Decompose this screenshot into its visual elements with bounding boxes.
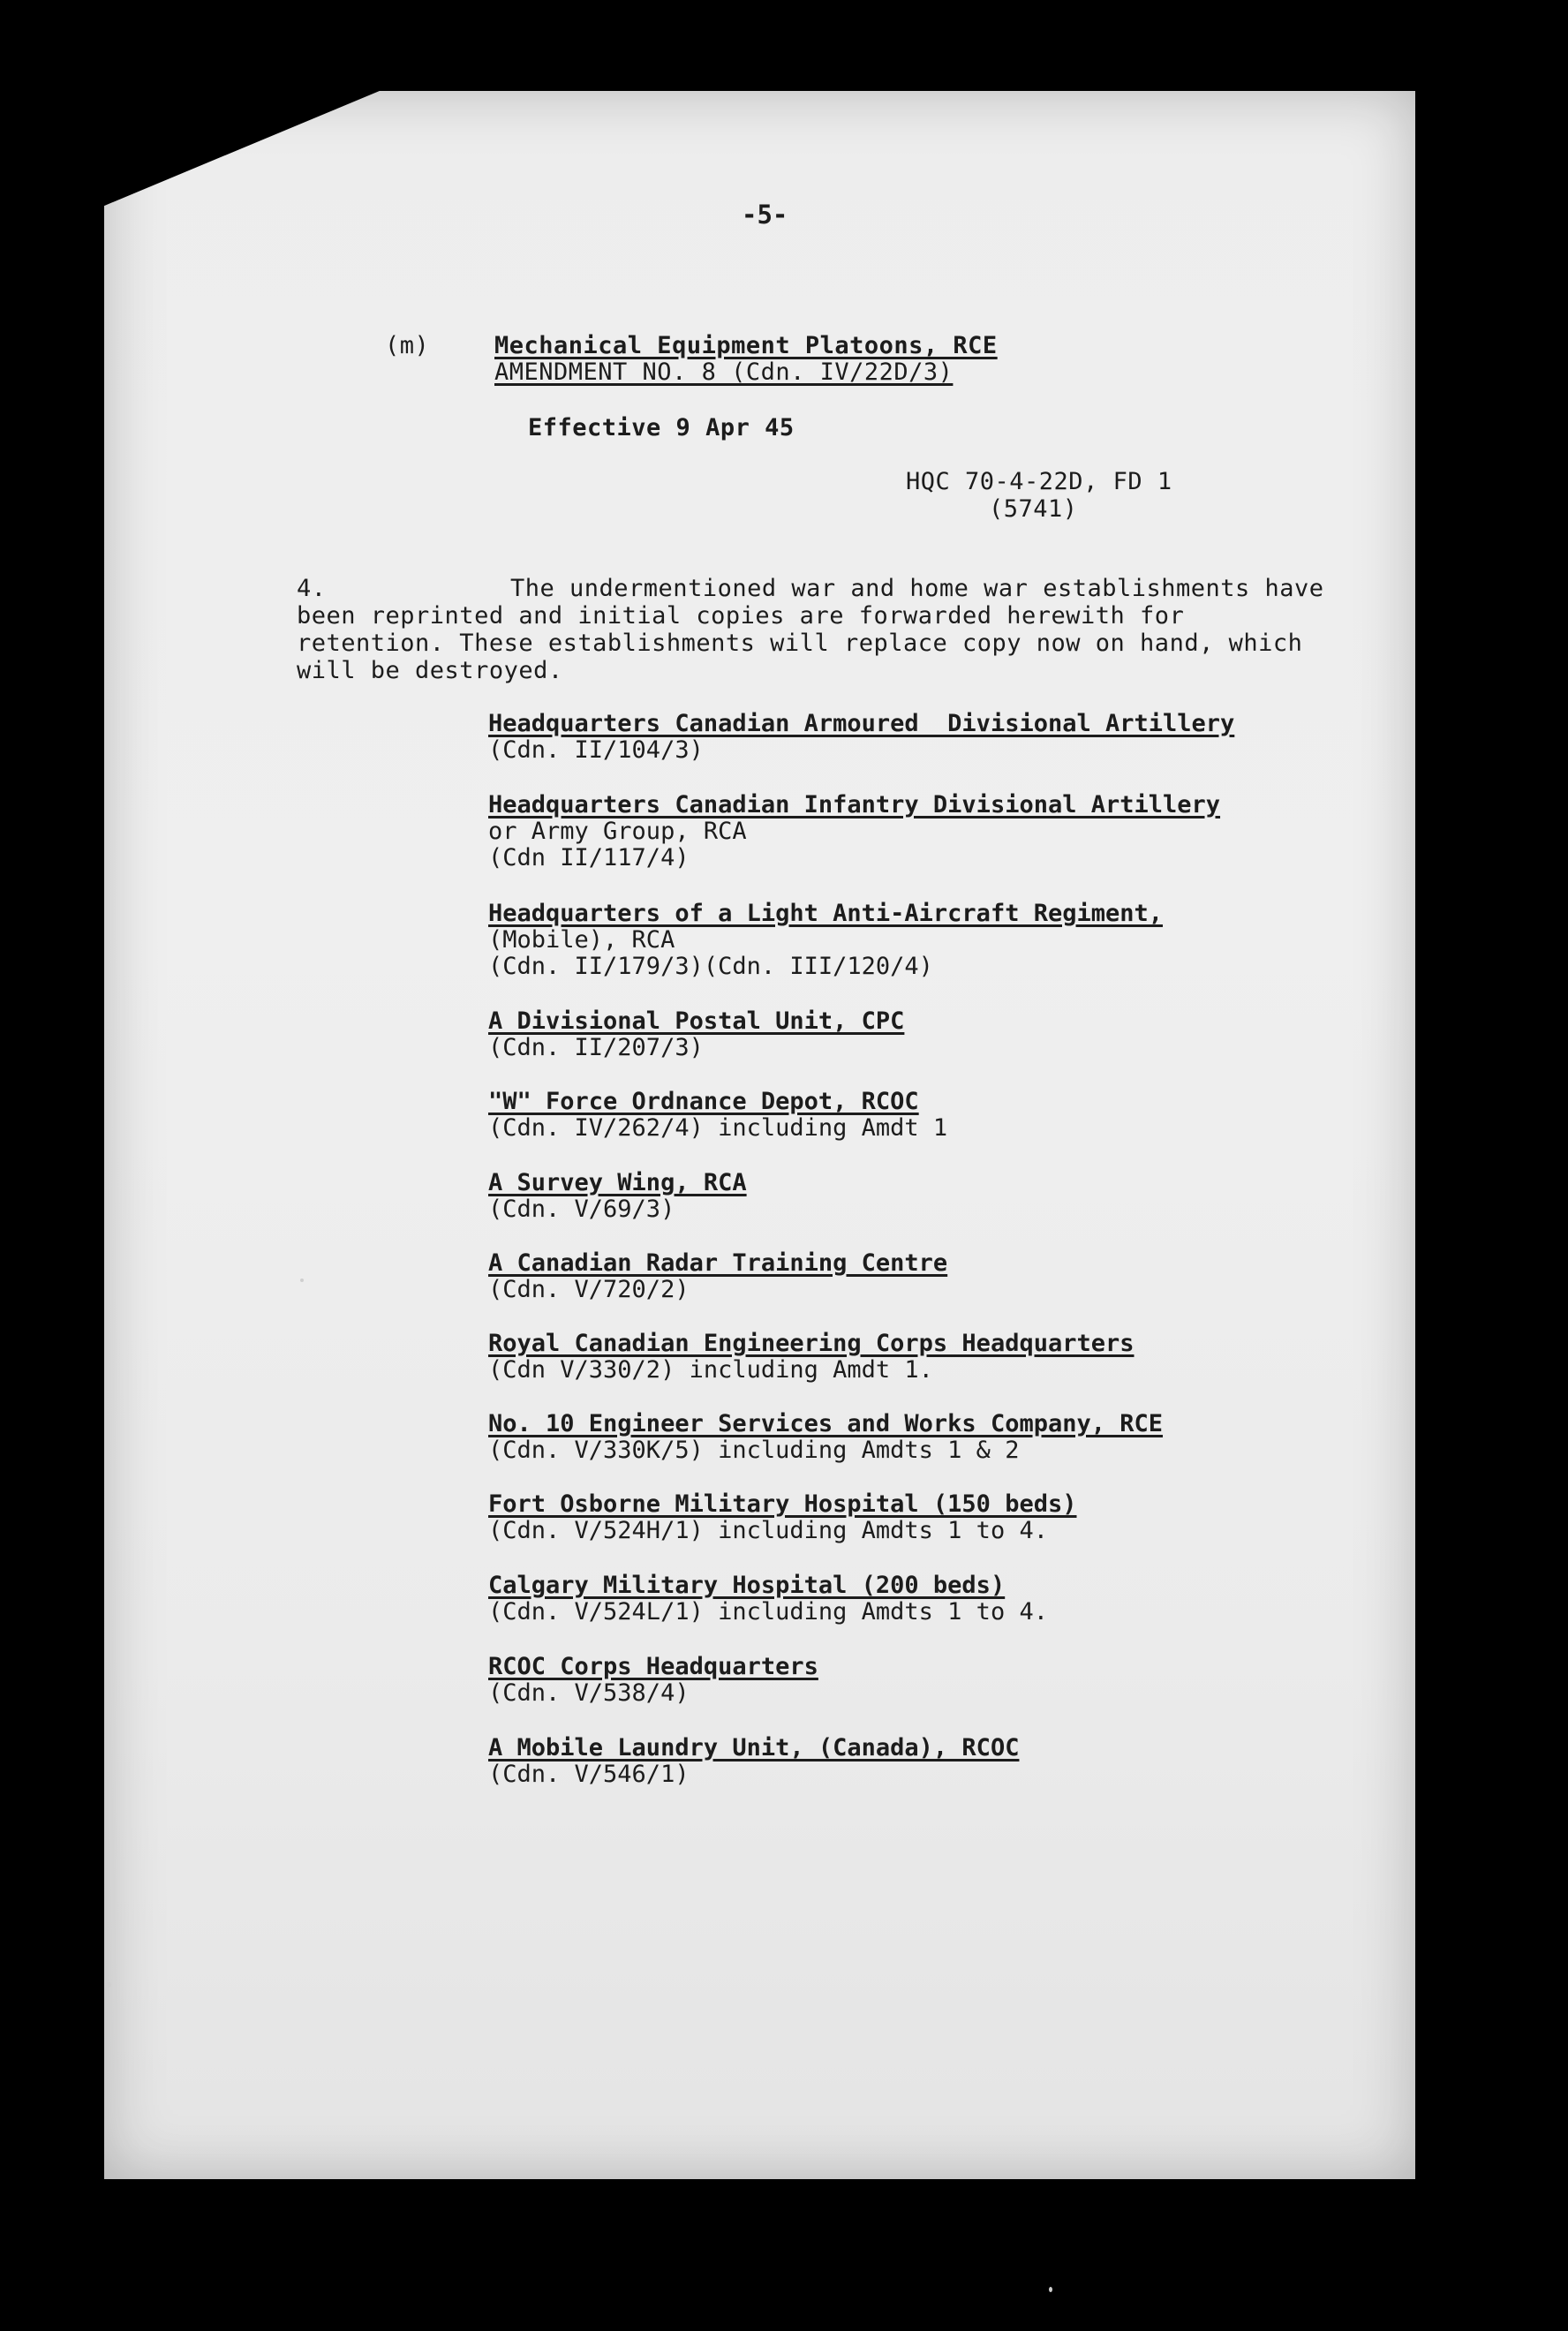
establishment-detail: (Cdn. IV/262/4) including Amdt 1: [488, 1114, 948, 1142]
establishment-item: [488, 1331, 1135, 1384]
establishment-title: A Mobile Laundry Unit, (Canada), RCOC: [488, 1734, 1020, 1761]
paragraph-text: [297, 575, 1334, 684]
file-reference-number: (5741): [989, 495, 1078, 523]
section-label: (m): [385, 332, 430, 359]
establishment-detail: or Army Group, RCA: [488, 818, 747, 845]
section-title: Mechanical Equipment Platoons, RCE: [494, 332, 998, 359]
establishment-detail: (Cdn. V/330K/5) including Amdts 1 & 2: [488, 1437, 1020, 1464]
establishment-detail: (Mobile), RCA: [488, 926, 675, 954]
establishment-detail: (Cdn. II/104/3): [488, 736, 704, 764]
establishment-title: Headquarters Canadian Infantry Divisional Artillery: [488, 791, 1221, 818]
establishment-detail: (Cdn. V/720/2): [488, 1276, 690, 1303]
establishment-title: A Survey Wing, RCA: [488, 1169, 747, 1196]
page-number: -5-: [742, 200, 788, 230]
establishment-detail: (Cdn. V/538/4): [488, 1679, 690, 1707]
establishment-detail: (Cdn V/330/2) including Amdt 1.: [488, 1356, 933, 1384]
establishment-title: No. 10 Engineer Services and Works Company, RCE: [488, 1410, 1164, 1437]
establishment-item: [488, 711, 1234, 764]
paper-speck: [300, 1279, 304, 1282]
establishment-detail: (Cdn. II/179/3)(Cdn. III/120/4): [488, 953, 933, 980]
establishment-detail: (Cdn. V/69/3): [488, 1196, 675, 1223]
establishment-detail: (Cdn. II/207/3): [488, 1034, 704, 1061]
establishment-title: RCOC Corps Headquarters: [488, 1653, 818, 1680]
paper-speck: [106, 1982, 111, 1988]
paragraph-body: The undermentioned war and home war establishments have been reprinted and initial copies are forwarded herewith for retention. These establishments will replace copy now on hand, which will be destroyed.: [297, 575, 1324, 684]
file-reference: HQC 70-4-22D, FD 1: [906, 468, 1172, 495]
establishment-detail: (Cdn. V/524L/1) including Amdts 1 to 4.: [488, 1598, 1048, 1626]
establishment-item: [488, 1170, 747, 1223]
establishment-title: Fort Osborne Military Hospital (150 beds): [488, 1490, 1077, 1518]
establishment-title: Calgary Military Hospital (200 beds): [488, 1572, 1006, 1599]
establishment-item: [488, 1089, 947, 1142]
establishment-title: Headquarters of a Light Anti-Aircraft Regiment,: [488, 900, 1164, 927]
establishment-item: [488, 1411, 1163, 1464]
establishment-detail: (Cdn. V/546/1): [488, 1761, 690, 1788]
establishment-item: [488, 792, 1220, 871]
establishment-title: "W" Force Ordnance Depot, RCOC: [488, 1088, 919, 1115]
paragraph-number: 4.: [297, 575, 327, 602]
establishment-title: A Canadian Radar Training Centre: [488, 1249, 948, 1277]
establishment-item: [488, 901, 1163, 980]
establishment-item: [488, 1250, 947, 1303]
paper-speck: [1049, 2287, 1052, 2292]
establishment-title: A Divisional Postal Unit, CPC: [488, 1007, 905, 1035]
establishment-item: [488, 1654, 818, 1707]
establishment-title: Royal Canadian Engineering Corps Headquarters: [488, 1330, 1135, 1357]
establishment-item: [488, 1573, 1048, 1626]
establishment-title: Headquarters Canadian Armoured Divisional Artillery: [488, 710, 1235, 737]
amendment-line: AMENDMENT NO. 8 (Cdn. IV/22D/3): [494, 358, 954, 386]
establishment-detail: (Cdn II/117/4): [488, 844, 690, 871]
establishment-item: [488, 1735, 1019, 1788]
effective-date: Effective 9 Apr 45: [528, 414, 795, 441]
establishment-detail: (Cdn. V/524H/1) including Amdts 1 to 4.: [488, 1517, 1048, 1544]
establishment-item: [488, 1491, 1076, 1544]
establishment-item: [488, 1008, 904, 1061]
